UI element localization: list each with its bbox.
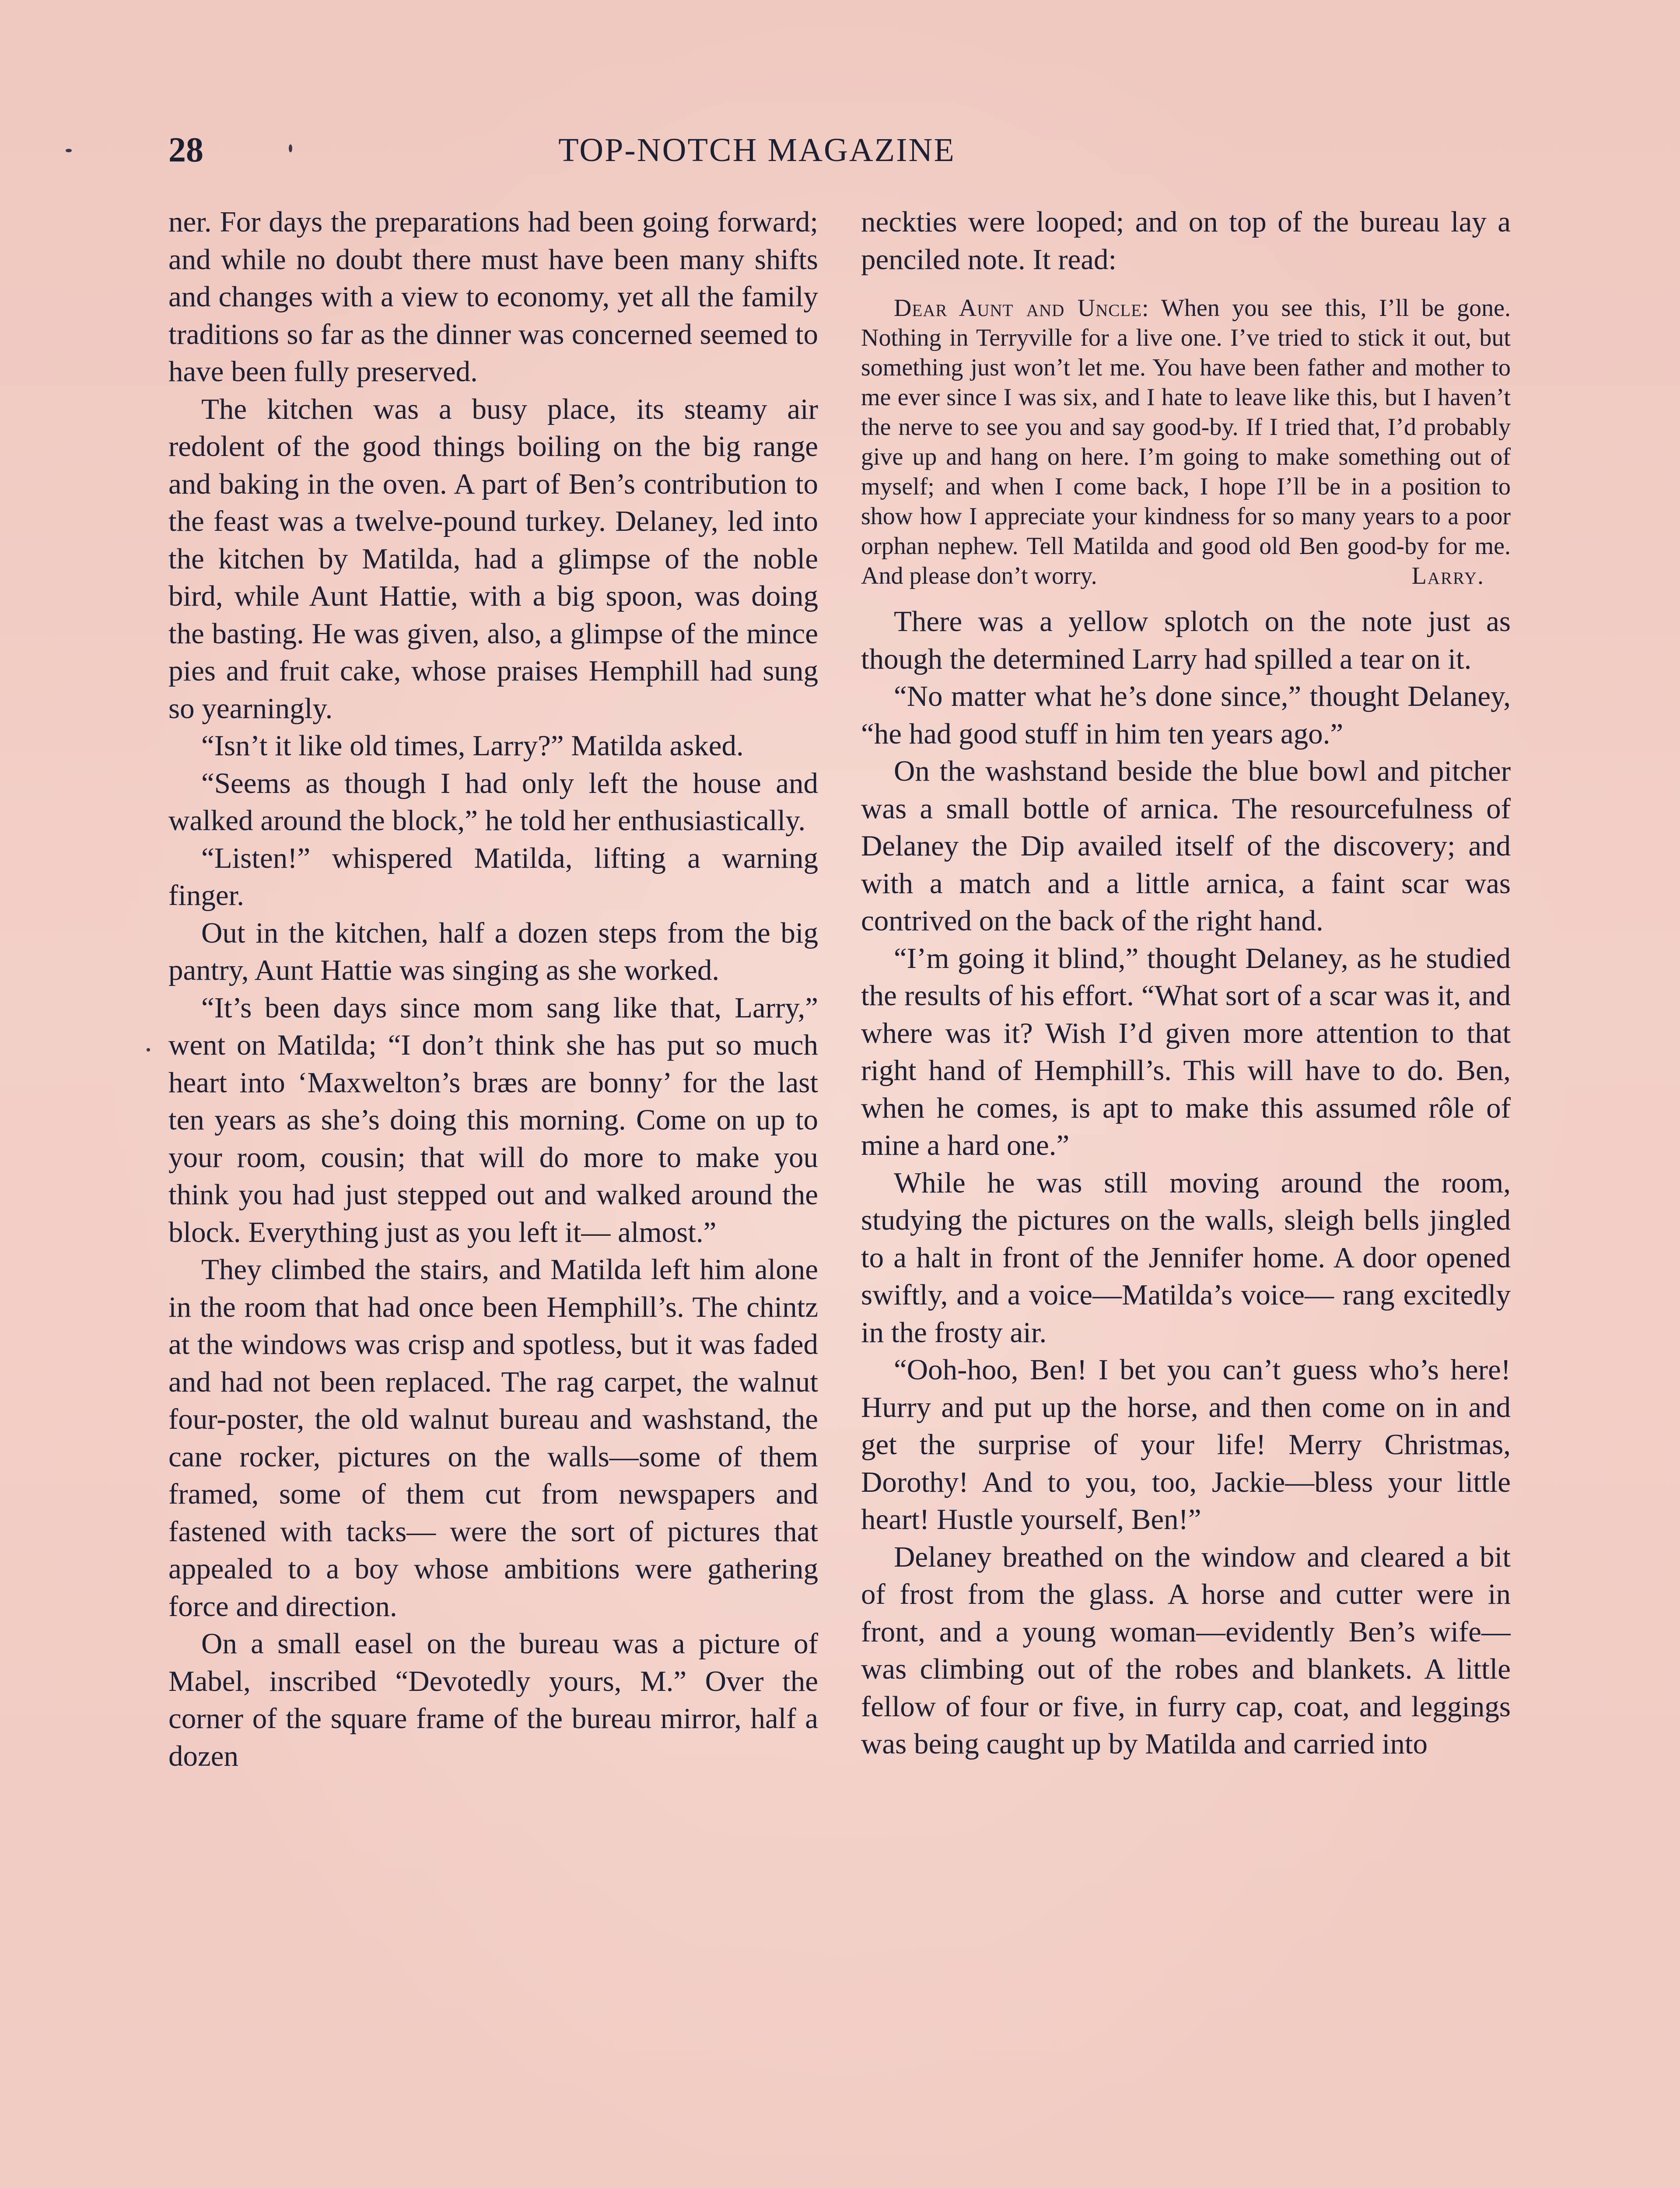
page-number: 28 <box>168 131 203 169</box>
running-head <box>168 125 1083 173</box>
paragraph: “Listen!” whispered Matilda, lifting a warning finger. <box>168 842 818 912</box>
print-speck <box>147 1048 150 1052</box>
note-signature: Larry. <box>1411 562 1484 589</box>
note-salutation: Dear Aunt and Uncle: <box>894 295 1149 322</box>
paragraph: “I’m going it blind,” thought Delaney, as he studied the results of his effort. “What sort of a scar was it, and where was it? Wish I’d given more attention to that right hand of Hemphill’s. This will have to do. Ben, when he comes, is apt to make this assumed rôle of mine a hard one.” <box>861 942 1511 1161</box>
left-column <box>168 203 818 2188</box>
paragraph: “No matter what he’s done since,” thought Delaney, “he had good stuff in him ten years ago.” <box>861 680 1511 750</box>
paragraph: On the washstand beside the blue bowl and pitcher was a small bottle of arnica. The resourcefulness of Delaney the Dip availed itself of the discovery; and with a match and a little arnica, a faint scar was contrived on the back of the right hand. <box>861 755 1511 937</box>
print-speck <box>289 144 292 152</box>
penciled-note <box>861 293 1511 591</box>
magazine-title: TOP-NOTCH MAGAZINE <box>558 132 956 168</box>
paragraph: “Seems as though I had only left the house and walked around the block,” he told her enthusiastically. <box>168 767 818 837</box>
paragraph: While he was still moving around the room, studying the pictures on the walls, sleigh bells jingled to a halt in front of the Jennifer home. A door opened swiftly, and a voice—Matilda’s voice— rang excitedly in the frosty air. <box>861 1166 1511 1349</box>
print-speck <box>66 149 72 152</box>
paragraph: There was a yellow splotch on the note just as though the determined Larry had spilled a tear on it. <box>861 605 1511 675</box>
paragraph: On a small easel on the bureau was a picture of Mabel, inscribed “Devotedly yours, M.” Over the corner of the square frame of the bureau mirror, half a dozen <box>168 1627 818 1772</box>
paragraph: Out in the kitchen, half a dozen steps from the big pantry, Aunt Hattie was singing as she worked. <box>168 916 818 986</box>
paragraph: “Ooh-hoo, Ben! I bet you can’t guess who’s here! Hurry and put up the horse, and then come on in and get the surprise of your life! Merry Christmas, Dorothy! And to you, too, Jackie—bless your little heart! Hustle yourself, Ben!” <box>861 1353 1511 1536</box>
note-body: When you see this, I’ll be gone. Nothing in Terryville for a live one. I’ve tried to stick it out, but something just won’t let me. You have been father and mother to me ever since I was six, and I hate to leave like this, but I haven’t the nerve to see you and say good-by. If I tried that, I’d probably give up and hang on here. I’m going to make something out of myself; and when I come back, I hope I’ll be in a position to show how I appreciate your kindness for so many years to a poor orphan nephew. Tell Matilda and good old Ben good-by for me. And please don’t worry. <box>861 295 1511 589</box>
paragraph: “Isn’t it like old times, Larry?” Matilda asked. <box>201 729 744 762</box>
paragraph: They climbed the stairs, and Matilda left him alone in the room that had once been Hemphill’s. The chintz at the windows was crisp and spotless, but it was faded and had not been replaced. The rag carpet, the walnut four-poster, the old walnut bureau and washstand, the cane rocker, pictures on the walls—some of them framed, some of them cut from newspapers and fastened with tacks— were the sort of pictures that appealed to a boy whose ambitions were gathering force and direction. <box>168 1253 818 1623</box>
paragraph: neckties were looped; and on top of the bureau lay a penciled note. It read: <box>861 206 1511 276</box>
paragraph: Delaney breathed on the window and cleared a bit of frost from the glass. A horse and cutter were in front, and a young woman—evidently Ben’s wife— was climbing out of the robes and blankets. A little fellow of four or five, in furry cap, coat, and leggings was being caught up by Matilda and carried into <box>861 1540 1511 1760</box>
paragraph: “It’s been days since mom sang like that, Larry,” went on Matilda; “I don’t think she has put so much heart into ‘Maxwelton’s bræs are bonny’ for the last ten years as she’s doing this morning. Come on up to your room, cousin; that will do more to make you think you had just stepped out and walked around the block. Everything just as you left it— almost.” <box>168 991 818 1248</box>
right-column <box>861 203 1511 2188</box>
paragraph: The kitchen was a busy place, its steamy air redolent of the good things boiling on the big range and baking in the oven. A part of Ben’s contribution to the feast was a twelve-pound turkey. Delaney, led into the kitchen by Matilda, had a glimpse of the noble bird, while Aunt Hattie, with a big spoon, was doing the basting. He was given, also, a glimpse of the mince pies and fruit cake, whose praises Hemphill had sung so yearningly. <box>168 393 818 725</box>
paragraph: ner. For days the preparations had been going forward; and while no doubt there must have been many shifts and changes with a view to economy, yet all the family traditions so far as the dinner was concerned seemed to have been fully preserved. <box>168 206 818 388</box>
